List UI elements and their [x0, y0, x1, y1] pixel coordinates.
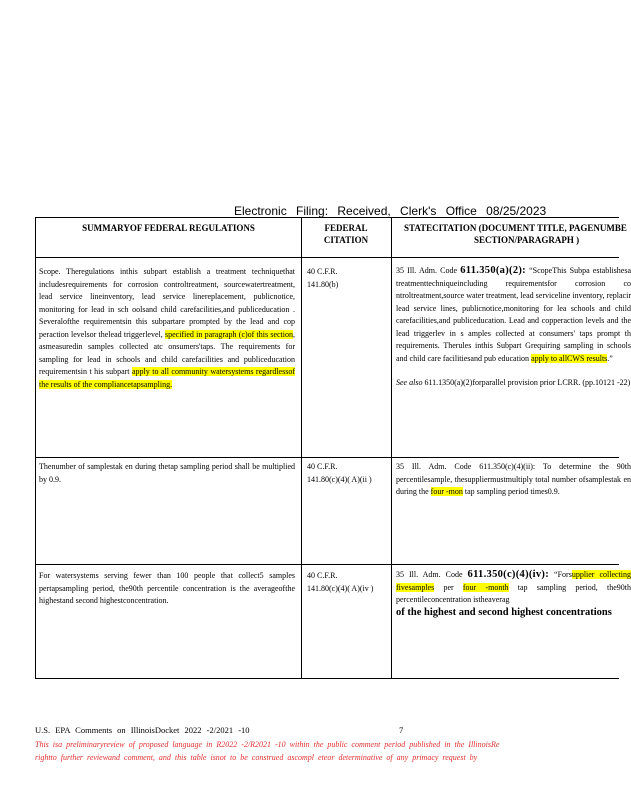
state-text: 35 Ill. Adm. Code [396, 570, 463, 579]
page-number: 7 [399, 725, 404, 735]
summary-text: Scope. Theregulations inthis subpart establish a treatment techniquethat includesrequirements for corrosion controltreatment, sourcewatertreatment, lead service lineinventory, lead service linereplacement, publicnotice, monitoring for lead in sch oolsand child carefacilities,and publiceducation . Severalofthe requirementsin this subpartare prompted by the lead and cop peraction levelsor thelead triggerlevel, [39, 267, 295, 339]
row-2-state-citation [396, 461, 631, 499]
state-text: per [434, 582, 463, 592]
state-text: 35 Ill. Adm. Code [396, 266, 458, 275]
federal-header-line2: CITATION [323, 235, 369, 245]
citation-line: 40 C.F.R. [307, 267, 338, 276]
federal-citation-header [301, 222, 391, 246]
state-text: tap sampling period times0.9. [462, 487, 560, 496]
footer [35, 725, 404, 735]
row-3-federal-citation [307, 570, 389, 595]
state-emphasis: of the highest and second highest concentrations [396, 606, 612, 618]
row-2-summary: Thenumber of samplestak en during thetap sampling period shall be multiplied by 0.9. [39, 462, 295, 484]
state-code: 611.350(c)(4)(iv): [467, 569, 550, 580]
row-1-summary [39, 266, 295, 391]
state-header-line1: STATECITATION (DOCUMENT TITLE, PAGENUMBE [404, 223, 627, 233]
state-header-line2: SECTION/PARAGRAPH ) [474, 235, 580, 245]
highlighted-text: upplier collecting fivesamples [396, 570, 631, 592]
highlighted-text: apply to all community watersystems regardlessof the results of the compliancetapsampling [39, 367, 295, 389]
filing-header: Electronic Filing: Received, Clerk's Office 08/25/2023 [234, 204, 547, 218]
disclaimer-line: rightto further reviewand comment, and this table isnot to be construed ascompl eteor determinative of any primacy request by [35, 753, 478, 762]
disclaimer [35, 738, 618, 764]
citation-line: 40 C.F.R. [307, 571, 338, 580]
summary-column-header: SUMMARYOF FEDERAL REGULATIONS [82, 223, 255, 233]
row-3-summary: For watersystems serving fewer than 100 people that collect5 samples pertapsampling period, the90th percentile concentration is the averageofthe highestand second highestconcentration. [39, 571, 295, 605]
state-text: “Fors [549, 570, 572, 579]
row-1-federal-citation [307, 266, 389, 291]
citation-line: 141.80(b) [307, 279, 339, 289]
row-1-state-citation [396, 265, 631, 390]
highlighted-text: four -mon [430, 487, 463, 496]
disclaimer-line: This isa preliminaryreview of proposed language in R2022 -2/R2021 -10 within the public comment period published in the IllinoisRe [35, 740, 500, 749]
highlighted-text: apply to allCWS results [531, 353, 608, 363]
row-rule [36, 457, 619, 458]
highlighted-text: . [170, 379, 173, 389]
column-divider [391, 218, 392, 678]
highlighted-text: four -month [462, 582, 509, 592]
column-divider [301, 218, 302, 678]
footer-docket: U.S. EPA Comments on IllinoisDocket 2022 -2/2021 -10 [35, 725, 250, 735]
summary-text: , asmeasuredin samples collected atc onsumers'taps. The requirements for sampling for lead in schools and child carefacilities and publiceducation requirementsin t his subpart [39, 329, 296, 376]
header-rule [36, 257, 619, 258]
state-text: tap sampling period, the90th percentileconcentration istheaverag [396, 582, 631, 604]
state-citation-header [396, 222, 627, 246]
row-3-state-citation [396, 569, 631, 619]
regulations-table [35, 217, 631, 679]
row-rule [36, 564, 619, 565]
state-text: 35 Ill. Adm. Code 611.350(c)(4)(ii): To determine the 90th percentilesample, thesuppliermustmultiply total number ofsamplestak en during the [396, 462, 631, 496]
state-text: “ScopeThis Subpa establishesa treatmenttechniqueincluding requirementsfor corrosion co ntroltreatment,source water treatment, lead serviceline inventory, replacir lead service lines, publicnotice,monitoring for lea schools and child carefacilities,and publiceducation. Lead and copperaction levels and the lead triggerlev in s amples collected at consumers' taps prompt th requirements. Therules inthis Subpart Grequiring sampling in schools and child care facilitiesand pub education [396, 266, 631, 363]
citation-line: 40 C.F.R. [307, 462, 338, 471]
row-2-federal-citation [307, 461, 389, 486]
state-code: 611.350(a)(2): [460, 265, 526, 276]
citation-line: 141.80(c)(4)( A)(ii ) [307, 474, 372, 484]
state-text: .” [607, 353, 613, 363]
see-also-label: See also [396, 378, 423, 387]
federal-header-line1: FEDERAL [324, 223, 368, 233]
citation-line: 141.80(c)(4)( A)(iv ) [307, 583, 374, 593]
see-also-text: 611.1350(a)(2)forparallel provision prior LCRR. (pp.10121 -22) [422, 378, 631, 387]
highlighted-text: specified in paragraph (c)of this section [165, 329, 294, 339]
